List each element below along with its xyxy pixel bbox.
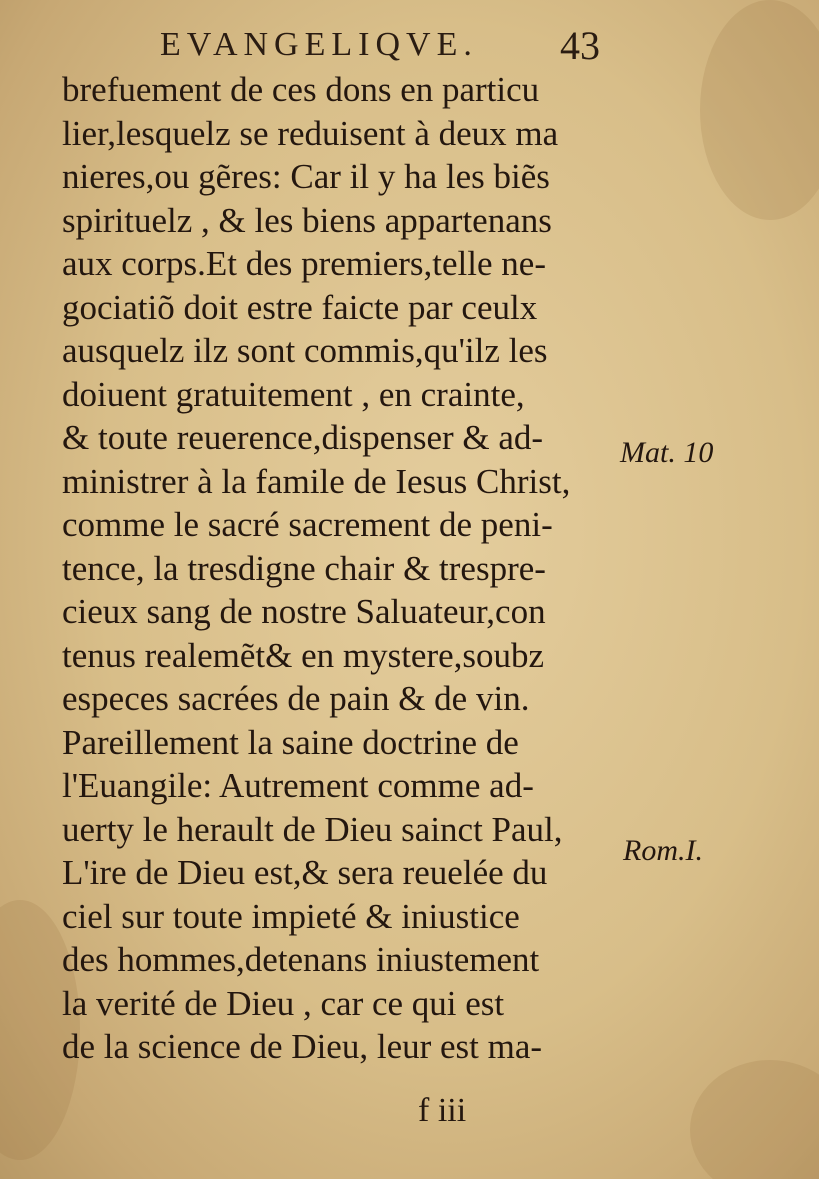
text-line: l'Euangile: Autrement comme ad-	[62, 766, 534, 805]
paper-stain	[690, 1060, 819, 1179]
text-line: L'ire de Dieu est,& sera reuelée du	[62, 853, 548, 892]
text-line: tence, la tresdigne chair & trespre-	[62, 548, 546, 588]
page-number: 43	[560, 23, 600, 68]
text-line: ausquelz ilz sont commis,qu'ilz les	[62, 331, 548, 370]
text-line: ministrer à la famile de Iesus Christ,	[62, 461, 571, 501]
text-line: aux corps.Et des premiers,telle ne-	[62, 244, 546, 283]
text-line: gociatiõ doit estre faicte par ceulx	[62, 287, 538, 327]
text-line: spirituelz , & les biens appartenans	[62, 200, 552, 240]
text-line: nieres,ou gẽres: Car il y ha les biẽs	[62, 157, 550, 196]
text-line: ciel sur toute impieté & iniustice	[62, 896, 520, 936]
text-line: de la science de Dieu, leur est ma-	[62, 1027, 543, 1066]
text-line: comme le sacré sacrement de peni-	[62, 505, 553, 544]
text-line: des hommes,detenans iniustement	[62, 940, 540, 979]
margin-note-romans: Rom.I.	[623, 834, 703, 867]
running-head: EVANGELIQVE.	[160, 26, 478, 63]
text-line: brefuement de ces dons en particu	[62, 70, 540, 109]
text-line: especes sacrées de pain & de vin.	[62, 679, 530, 718]
text-line: tenus realemẽt& en mystere,soubz	[62, 635, 545, 675]
signature-mark: f iii	[418, 1092, 467, 1129]
paper-stain	[700, 0, 819, 220]
text-line: cieux sang de nostre Saluateur,con	[62, 592, 546, 631]
text-line: la verité de Dieu , car ce qui est	[62, 983, 505, 1023]
text-line: doiuent gratuitement , en crainte,	[62, 374, 525, 414]
text-line: lier,lesquelz se reduisent à deux ma	[62, 113, 559, 153]
margin-note-matthew: Mat. 10	[620, 436, 714, 469]
text-line: uerty le herault de Dieu sainct Paul,	[62, 809, 563, 849]
text-line: Pareillement la saine doctrine de	[62, 722, 519, 762]
text-line: & toute reuerence,dispenser & ad-	[62, 418, 544, 457]
body-text	[62, 68, 622, 1069]
